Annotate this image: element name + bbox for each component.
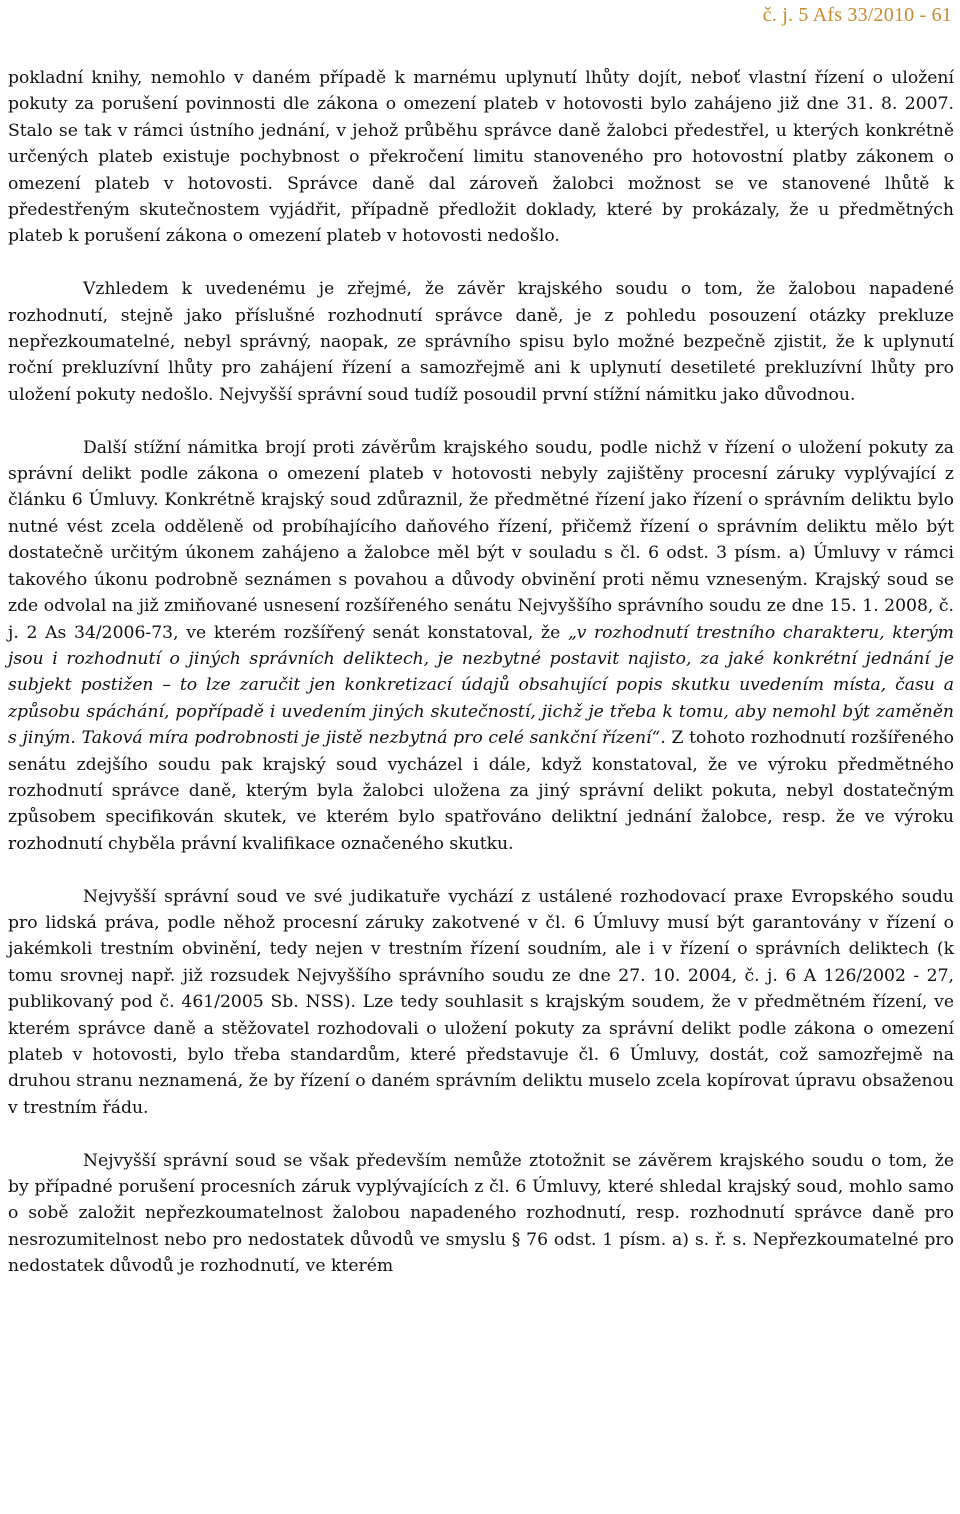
quoted-resolution-text: „v rozhodnutí trestního charakteru, kterým jsou i rozhodnutí o jiných správních deliktech, je nezbytné postavit najisto, za jaké konkrétní jednání je subjekt postižen – to lze zaručit jen konkretizací údajů obsahující popis skutku uvedením místa, času a způsobu spáchání, popřípadě i uvedením jiných skutečností, jichž je třeba k tomu, aby nemohl být zaměněn s jiným. Taková míra podrobnosti je jistě nezbytná pro celé sankční řízení“ <box>8 622 954 749</box>
paragraph-court-disagreement: Nejvyšší správní soud se však především nemůže ztotožnit se závěrem krajského soudu o tom, že by případné porušení procesních záruk vyplývajících z čl. 6 Úmluvy, které shledal krajský soud, mohlo samo o sobě založit nepřezkoumatelnost žalobou napadeného rozhodnutí, resp. rozhodnutí správce daně pro nesrozumitelnost nebo pro nedostatek důvodů ve smyslu § 76 odst. 1 písm. a) s. ř. s. Nepřezkoumatelné pro nedostatek důvodů je rozhodnutí, ve kterém <box>8 1150 954 1277</box>
paragraph-gap <box>8 408 954 434</box>
paragraph-gap <box>8 857 954 883</box>
paragraph-echr-practice: Nejvyšší správní soud ve své judikatuře vychází z ustálené rozhodovací praxe Evropského soudu pro lidská práva, podle něhož procesní záruky zakotvené v čl. 6 Úmluvy musí být garantovány v řízení o jakémkoli trestním obvinění, tedy nejen v trestním řízení soudním, ale i v řízení o správních deliktech (k tomu srovnej např. již rozsudek Nejvyššího správního soudu ze dne 27. 10. 2004, č. j. 6 A 126/2002 - 27, publikovaný pod č. 461/2005 Sb. NSS). Lze tedy souhlasit s krajským soudem, že v předmětném řízení, ve kterém správce daně a stěžovatel rozhodovali o uložení pokuty za správní delikt podle zákona o omezení plateb v hotovosti, bylo třeba standardům, které představuje čl. 6 Úmluvy, dostát, což samozřejmě na druhou stranu neznamená, že by řízení o daném správním deliktu muselo zcela kopírovat úpravu obsaženou v trestním řádu. <box>8 886 954 1118</box>
paragraph-continuation: pokladní knihy, nemohlo v daném případě k marnému uplynutí lhůty dojít, neboť vlastní řízení o uložení pokuty za porušení povinnosti dle zákona o omezení plateb v hotovosti bylo zahájeno již dne 31. 8. 2007. Stalo se tak v rámci ústního jednání, v jehož průběhu správce daně žalobci předestřel, u kterých konkrétně určených plateb existuje pochybnost o překročení limitu stanoveného pro hotovostní platby zákonem o omezení plateb v hotovosti. Správce daně dal zároveň žalobci možnost se ve stanovené lhůtě k předestřeným skutečnostem vyjádřit, případně předložit doklady, které by prokázaly, že u předmětných plateb k porušení zákona o omezení plateb v hotovosti nedošlo. <box>8 68 954 247</box>
paragraph-gap <box>8 250 954 276</box>
paragraph-second-objection-lead: Další stížní námitka brojí proti závěrům krajského soudu, podle nichž v řízení o uložení pokuty za správní delikt podle zákona o omezení plateb v hotovosti nebyly zajištěny procesní záruky vyplývající z článku 6 Úmluvy. Konkrétně krajský soud zdůraznil, že předmětné řízení jako řízení o správním deliktu bylo nutné vést zcela odděleně od probíhajícího daňového řízení, přičemž řízení o správním deliktu mělo být dostatečně určitým úkonem zahájeno a žalobce měl být v souladu s čl. 6 odst. 3 písm. a) Úmluvy v rámci takového úkonu podrobně seznámen s povahou a důvody obvinění proti němu vzneseným. Krajský soud se zde odvolal na již zmiňované usnesení rozšířeného senátu Nejvyššího správního soudu ze dne 15. 1. 2008, č. j. 2 As 34/2006-73, ve kterém rozšířený senát konstatoval, že <box>8 437 954 643</box>
paragraph-gap <box>8 1121 954 1147</box>
paragraph-second-objection-tail: . Z tohoto rozhodnutí rozšířeného senátu zdejšího soudu pak krajský soud vycházel i dále, když konstatoval, že ve výroku předmětného rozhodnutí správce daně, kterým byla žalobci uložena za jiný správní delikt pokuta, nebyl dostatečným způsobem specifikován skutek, ve kterém bylo spatřováno deliktní jednání žalobce, resp. že ve výroku rozhodnutí chyběla právní kvalifikace označeného skutku. <box>8 728 954 854</box>
paragraph-conclusion-prekluze: Vzhledem k uvedenému je zřejmé, že závěr krajského soudu o tom, že žalobou napadené rozhodnutí, stejně jako příslušné rozhodnutí správce daně, je z pohledu posouzení otázky prekluze nepřezkoumatelné, nebyl správný, naopak, ze správního spisu bylo možné bezpečně zjistit, že k uplynutí roční prekluzívní lhůty pro zahájení řízení a samozřejmě ani k uplynutí desetileté prekluzívní lhůty pro uložení pokuty nedošlo. Nejvyšší správní soud tudíž posoudil první stížní námitku jako důvodnou. <box>8 279 954 405</box>
case-number-header: č. j. 5 Afs 33/2010 - 61 <box>762 4 952 26</box>
paragraph-second-objection <box>8 435 954 858</box>
document-body <box>8 65 954 1280</box>
